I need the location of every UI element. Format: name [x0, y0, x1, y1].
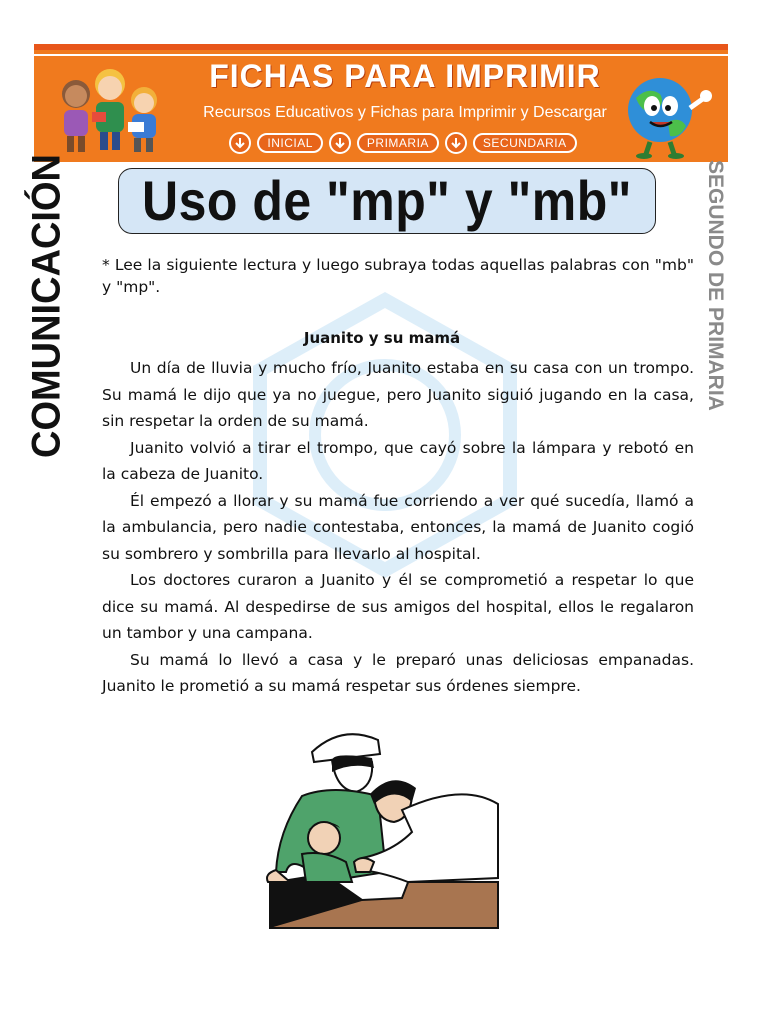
- grade-label: SEGUNDO DE PRIMARIA: [704, 160, 727, 411]
- page-title: Uso de "mp" y "mb": [141, 169, 632, 233]
- story-paragraph: Un día de lluvia y mucho frío, Juanito estaba en su casa con un trompo. Su mamá le dijo que ya no juegue, pero Juanito siguió jugando en la casa, sin respetar la orden de su mamá.: [102, 359, 694, 430]
- story-title: Juanito y su mamá: [303, 329, 461, 347]
- story-body: [102, 355, 694, 700]
- arrow-down-circle-icon[interactable]: [329, 132, 351, 154]
- story-paragraph: Los doctores curaron a Juanito y él se comprometió a respetar lo que dice su mamá. Al despedirse de sus amigos del hospital, ellos le regalaron un tambor y una campana.: [102, 571, 694, 642]
- arrow-down-circle-icon[interactable]: [229, 132, 251, 154]
- subject-label: COMUNICACIÓN: [25, 154, 70, 458]
- globe-mascot-icon: [614, 68, 718, 160]
- kids-logo-icon: [48, 60, 168, 160]
- story-paragraph: Juanito volvió a tirar el trompo, que cayó sobre la lámpara y rebotó en la cabeza de Juanito.: [102, 438, 694, 483]
- story-paragraph: Su mamá lo llevó a casa y le preparó unas deliciosas empanadas. Juanito le prometió a su mamá respetar sus órdenes siempre.: [102, 650, 694, 695]
- nav-inicial[interactable]: INICIAL: [257, 133, 323, 153]
- worksheet-title-box: [118, 168, 656, 234]
- site-subtitle: Recursos Educativos y Fichas para Imprimir y Descargar: [203, 104, 607, 121]
- doctor-nurse-child-illustration: [262, 722, 506, 930]
- story-paragraph: Él empezó a llorar y su mamá fue corriendo a ver qué sucedía, llamó a la ambulancia, pero nadie contestaba, entonces, la mamá de Juanito cogió su sombrero y sombrilla para llevarlo al hospital.: [102, 491, 694, 563]
- header-nav: [168, 130, 638, 156]
- banner-stripe: [34, 54, 728, 56]
- site-title: FICHAS PARA IMPRIMIR: [209, 58, 601, 94]
- header-banner: [34, 44, 728, 162]
- instructions-text: * Lee la siguiente lectura y luego subraya todas aquellas palabras con "mb" y "mp".: [102, 256, 694, 296]
- nav-secundaria[interactable]: SECUNDARIA: [473, 133, 577, 153]
- nav-primaria[interactable]: PRIMARIA: [357, 133, 439, 153]
- arrow-down-circle-icon[interactable]: [445, 132, 467, 154]
